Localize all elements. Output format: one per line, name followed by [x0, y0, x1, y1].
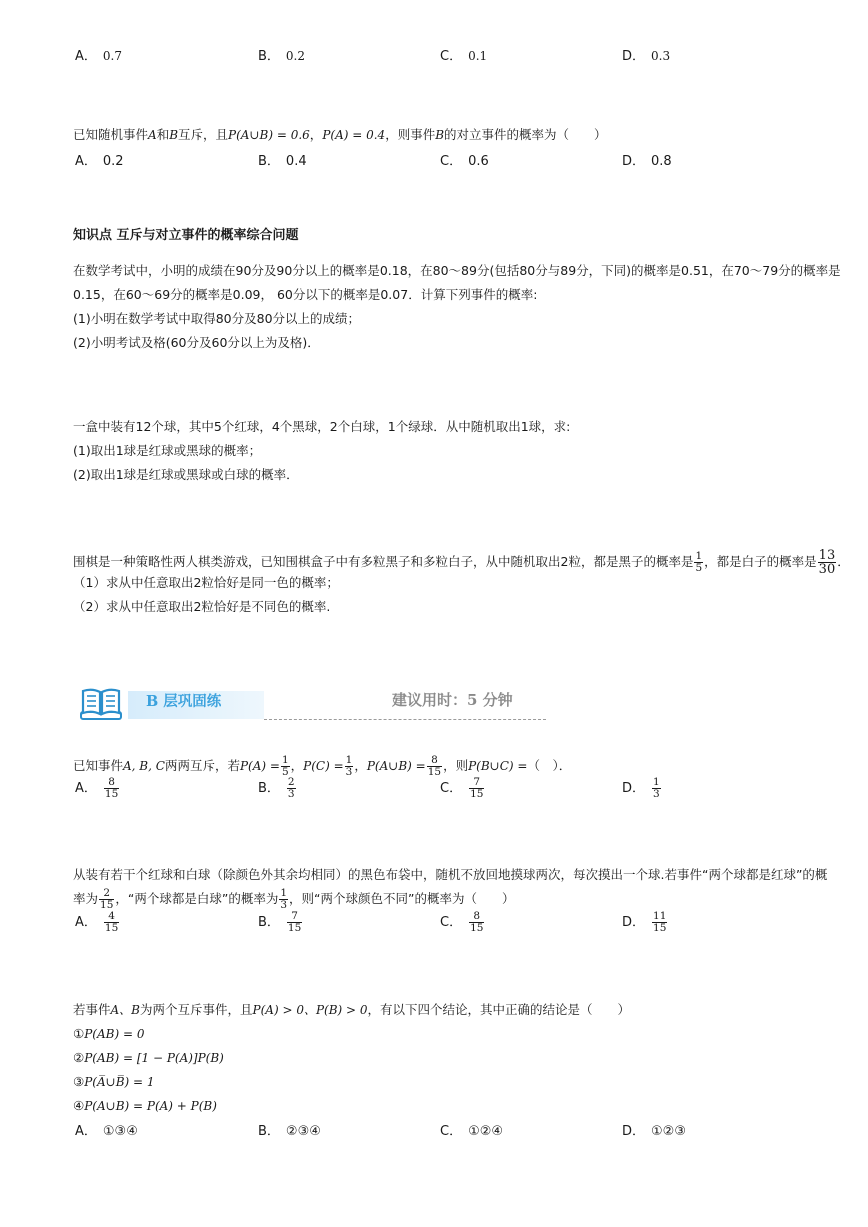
fraction: $\frac{8}{15}$ [104, 776, 119, 800]
q6-options [75, 911, 795, 937]
q5-stem: 已知事件A, B, C两两互斥，若P(A) = $\frac{1}{5}$ ，P(C) = $\frac{1}{3}$ ，P(A∪B) = $\frac{8}{15}$ ，则P(B∪C) =（ ）． [73, 754, 572, 778]
fraction: $\frac{7}{15}$ [287, 910, 302, 934]
banner-time: 建议用时：5 分钟 [392, 691, 513, 709]
q0-option-c[interactable]: C． 0.1 [440, 49, 488, 64]
q7-option-c[interactable]: C． ①②④ [440, 1124, 504, 1139]
q5-options [75, 777, 795, 803]
fraction: $\frac{7}{15}$ [470, 776, 484, 800]
q6-option-d[interactable]: D． $\frac{11}{15}$ [622, 910, 667, 934]
q7-statement-3: ③P(A̅∪B̅) = 1 [73, 1074, 155, 1089]
q4-stem: 围棋是一种策略性两人棋类游戏，已知围棋盒子中有多粒黑子和多粒白子，从中随机取出2粒，都是黑子的概率是 $\frac{1}{5}$ ，都是白子的概率是 $\frac{13}{30}$ ． [73, 548, 850, 577]
q6-option-b[interactable]: B． $\frac{7}{15}$ [258, 910, 302, 934]
q0-option-d[interactable]: D． 0.3 [622, 49, 671, 64]
q2-line1: 在数学考试中，小明的成绩在90分及90分以上的概率是0.18，在80～89分(包括80分与89分，下同)的概率是0.51，在70～79分的概率是 [73, 263, 841, 278]
q7-options [75, 1120, 795, 1142]
fraction: $\frac{4}{15}$ [104, 910, 119, 934]
q1-option-d[interactable]: D． 0.8 [622, 154, 672, 169]
fraction: $\frac{1}{3}$ [345, 754, 353, 778]
fraction: $\frac{1}{5}$ [695, 550, 703, 574]
q7-option-a[interactable]: A． ①③④ [75, 1124, 138, 1139]
q1-option-a[interactable]: A． 0.2 [75, 154, 124, 169]
q0-option-a[interactable]: A． 0.7 [75, 49, 122, 64]
q5-option-c[interactable]: C． $\frac{7}{15}$ [440, 776, 484, 800]
banner-divider [264, 719, 546, 720]
q2-sub1: (1)小明在数学考试中取得80分及80分以上的成绩； [73, 311, 361, 326]
fraction: $\frac{8}{15}$ [427, 754, 442, 778]
q2-sub2: (2)小明考试及格(60分及60分以上为及格)． [73, 335, 320, 350]
fraction: $\frac{2}{15}$ [100, 887, 114, 911]
fraction: $\frac{13}{30}$ [818, 548, 836, 577]
fraction: $\frac{11}{15}$ [653, 910, 667, 934]
q0-options [75, 45, 795, 67]
q3-line1: 一盒中装有12个球，其中5个红球，4个黑球，2个白球，1个绿球．从中随机取出1球，求: [73, 419, 571, 434]
fraction: $\frac{1}{3}$ [280, 887, 288, 911]
q7-statement-4: ④P(A∪B) = P(A) + P(B) [73, 1098, 217, 1113]
q6-option-a[interactable]: A． $\frac{4}{15}$ [75, 910, 119, 934]
q6-line1: 从装有若干个红球和白球（除颜色外其余均相同）的黑色布袋中，随机不放回地摸球两次，每次摸出一个球.若事件“两个球都是红球”的概 [73, 867, 828, 882]
q7-option-d[interactable]: D． ①②③ [622, 1124, 686, 1139]
q6-line2: 率为 $\frac{2}{15}$ ，“两个球都是白球”的概率为 $\frac{1}{3}$ ，则“两个球颜色不同”的概率为（ ） [73, 887, 515, 911]
q3-sub1: (1)取出1球是红球或黑球的概率； [73, 443, 262, 458]
fraction: $\frac{1}{5}$ [281, 754, 289, 778]
q0-option-b[interactable]: B． 0.2 [258, 49, 306, 64]
q4-sub2: （2）求从中任意取出2粒恰好是不同色的概率. [73, 599, 331, 614]
section-heading: 知识点 互斥与对立事件的概率综合问题 [73, 228, 299, 243]
q7-statement-1: ①P(AB) = 0 [73, 1026, 145, 1041]
q5-option-a[interactable]: A． $\frac{8}{15}$ [75, 776, 119, 800]
banner-title: B 层巩固练 [146, 693, 222, 710]
q1-stem: 已知随机事件A和B互斥，且P(A∪B) = 0.6，P(A) = 0.4，则事件B的对立事件的概率为（ ） [73, 127, 607, 142]
q4-sub1: （1）求从中任意取出2粒恰好是同一色的概率； [73, 575, 339, 590]
q5-option-b[interactable]: B． $\frac{2}{3}$ [258, 776, 295, 800]
q6-option-c[interactable]: C． $\frac{8}{15}$ [440, 910, 484, 934]
q7-stem: 若事件A、B为两个互斥事件，且P(A) > 0、P(B) > 0，有以下四个结论，其中正确的结论是（ ） [73, 1002, 631, 1017]
q7-option-b[interactable]: B． ②③④ [258, 1124, 321, 1139]
q1-option-c[interactable]: C． 0.6 [440, 154, 489, 169]
fraction: $\frac{8}{15}$ [470, 910, 484, 934]
book-icon [79, 686, 123, 722]
q2-line2: 0.15，在60～69分的概率是0.09， 60分以下的概率是0.07．计算下列事件的概率: [73, 287, 538, 302]
q3-sub2: (2)取出1球是红球或黑球或白球的概率． [73, 467, 299, 482]
fraction: $\frac{1}{3}$ [653, 776, 660, 800]
q7-statement-2: ②P(AB) = [1 − P(A)]P(B) [73, 1050, 224, 1065]
q1-options [75, 150, 795, 172]
q1-option-b[interactable]: B． 0.4 [258, 154, 307, 169]
fraction: $\frac{2}{3}$ [287, 776, 295, 800]
q5-option-d[interactable]: D． $\frac{1}{3}$ [622, 776, 660, 800]
